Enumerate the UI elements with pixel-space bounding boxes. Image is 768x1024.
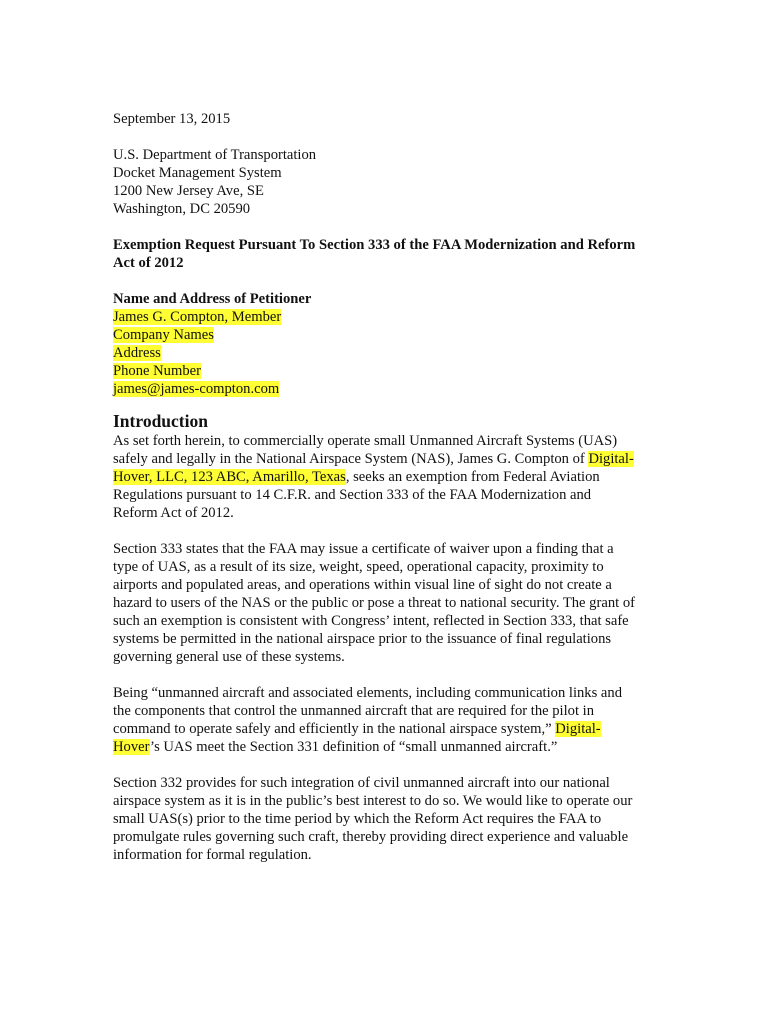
petitioner-company: Company Names [113, 327, 214, 343]
paragraph-line: information for formal regulation. [113, 847, 312, 863]
subject-heading [113, 236, 636, 272]
company-name-highlight: Hover [113, 739, 151, 755]
introduction-title: Introduction [113, 411, 208, 431]
petitioner-phone: Phone Number [113, 363, 201, 379]
paragraph-text: safely and legally in the National Airspace System (NAS), James G. Compton of [113, 451, 589, 467]
document-page [113, 110, 636, 864]
intro-paragraph-3 [113, 684, 633, 756]
recipient-line: Washington, DC 20590 [113, 201, 251, 217]
recipient-line: Docket Management System [113, 165, 282, 181]
paragraph-line: such an exemption is consistent with Congress’ intent, reflected in Section 333, that safe [113, 613, 629, 629]
intro-paragraph-2 [113, 540, 633, 666]
petitioner-address: Address [113, 345, 161, 361]
paragraph-line: Regulations pursuant to 14 C.F.R. and Section 333 of the FAA Modernization and [113, 487, 592, 503]
recipient-line: U.S. Department of Transportation [113, 147, 317, 163]
subject-line: Act of 2012 [113, 255, 184, 271]
paragraph-line: As set forth herein, to commercially operate small Unmanned Aircraft Systems (UAS) [113, 433, 618, 449]
paragraph-line: airspace system as it is in the public’s best interest to do so. We would like to operate our [113, 793, 633, 809]
recipient-address [113, 146, 633, 218]
company-name-highlight: Digital- [555, 721, 601, 737]
paragraph-line: airports and populated areas, and operations within visual line of sight do not create a [113, 577, 612, 593]
paragraph-line: Section 333 states that the FAA may issue a certificate of waiver upon a finding that a [113, 541, 614, 557]
paragraph-line: type of UAS, as a result of its size, weight, speed, operational capacity, proximity to [113, 559, 604, 575]
paragraph-line: Being “unmanned aircraft and associated elements, including communication links and [113, 685, 623, 701]
paragraph-text: , seeks an exemption from Federal Aviation [345, 469, 600, 485]
paragraph-line: Section 332 provides for such integration of civil unmanned aircraft into our national [113, 775, 610, 791]
paragraph-line: systems be permitted in the national airspace prior to the issuance of final regulations [113, 631, 612, 647]
paragraph-line: Reform Act of 2012. [113, 505, 234, 521]
paragraph-text: command to operate safely and efficiently in the national airspace system,” [113, 721, 556, 737]
petitioner-block [113, 290, 633, 398]
intro-paragraph-1 [113, 432, 633, 522]
company-name-highlight: Digital- [588, 451, 634, 467]
paragraph-line: the components that control the unmanned aircraft that are required for the pilot in [113, 703, 595, 719]
recipient-line: 1200 New Jersey Ave, SE [113, 183, 264, 199]
petitioner-name: James G. Compton, Member [113, 309, 282, 325]
paragraph-line: hazard to users of the NAS or the public or pose a threat to national security. The grant of [113, 595, 635, 611]
subject-line: Exemption Request Pursuant To Section 333 of the FAA Modernization and Reform [113, 237, 636, 253]
petitioner-heading: Name and Address of Petitioner [113, 291, 312, 307]
petitioner-email: james@james-compton.com [113, 381, 280, 397]
intro-paragraph-4 [113, 774, 633, 864]
paragraph-line: promulgate rules governing such craft, thereby providing direct experience and valuable [113, 829, 629, 845]
company-name-highlight: Hover, LLC, 123 ABC, Amarillo, Texas [113, 469, 346, 485]
paragraph-line: governing general use of these systems. [113, 649, 345, 665]
paragraph-line: small UAS(s) prior to the time period by which the Reform Act requires the FAA to [113, 811, 602, 827]
paragraph-text: ’s UAS meet the Section 331 definition of “small unmanned aircraft.” [150, 739, 558, 755]
letter-date: September 13, 2015 [113, 111, 231, 127]
